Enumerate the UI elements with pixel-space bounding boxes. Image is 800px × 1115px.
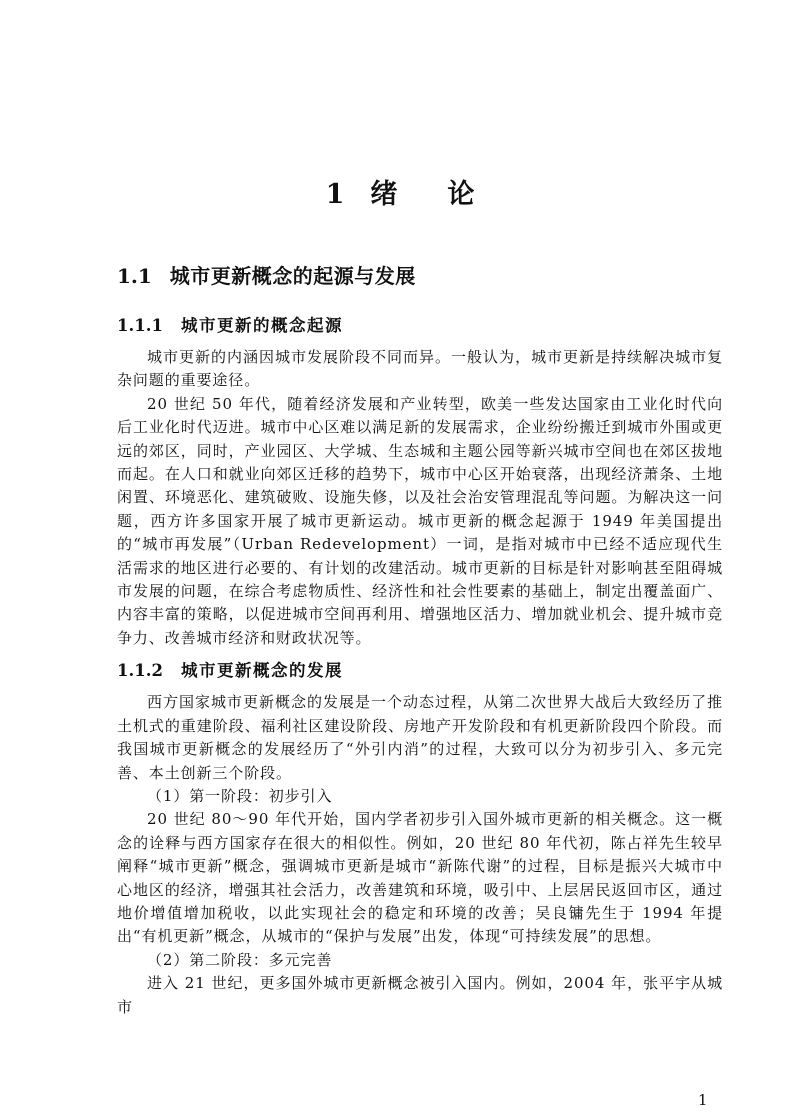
subsection-title: 城市更新概念的发展 xyxy=(180,661,343,681)
subsection-title: 城市更新的概念起源 xyxy=(180,316,343,335)
chapter-title xyxy=(0,176,800,214)
page-number: 1 xyxy=(698,1091,708,1109)
subsection-number: 1.1.2 xyxy=(117,661,163,681)
subsection-heading-1-1-2 xyxy=(117,659,723,683)
stage-heading: （2）第二阶段：多元完善 xyxy=(147,950,333,969)
paragraph: 20 世纪 80～90 年代开始，国内学者初步引入国外城市更新的相关概念。这一概念的诠释与西方国家存在很大的相似性。例如，20 世纪 80 年代初，陈占祥先生较早阐释“城市更新”概念，强调城市更新是城市“新陈代谢”的过程，目标是振兴大城市中心地区的经济，增强其社会活力，改善建筑和环境，吸引中、上层居民返回市区，通过地价增值增加税收，以此实现社会的稳定和环境的改善；吴良镛先生于 1994 年提出“有机更新”概念，从城市的“保护与发展”出发，体现“可持续发展”的思想。 xyxy=(117,810,723,946)
subsection-number: 1.1.1 xyxy=(117,316,163,335)
chapter-number: 1 xyxy=(325,179,345,210)
section-heading-1-1 xyxy=(117,262,723,290)
chapter-title-char: 绪 xyxy=(370,179,398,210)
paragraph: 城市更新的内涵因城市发展阶段不同而异。一般认为，城市更新是持续解决城市复杂问题的重要途径。 xyxy=(117,348,723,390)
subsection-heading-1-1-1 xyxy=(117,314,723,338)
paragraph: 西方国家城市更新概念的发展是一个动态过程，从第二次世界大战后大致经历了推土机式的重建阶段、福利社区建设阶段、房地产开发阶段和有机更新阶段四个阶段。而我国城市更新概念的发展经历了“外引内消”的过程，大致可以分为初步引入、多元完善、本土创新三个阶段。 xyxy=(117,693,723,782)
paragraph: 20 世纪 50 年代，随着经济发展和产业转型，欧美一些发达国家由工业化时代向后工业化时代迈进。城市中心区难以满足新的发展需求，企业纷纷搬迁到城市外围或更远的郊区，同时，产业园区、大学城、生态城和主题公园等新兴城市空间也在郊区拔地而起。在人口和就业向郊区迁移的趋势下，城市中心区开始衰落，出现经济萧条、土地闲置、环境恶化、建筑破败、设施失修，以及社会治安管理混乱等问题。为解决这一问题，西方许多国家开展了城市更新运动。城市更新的概念起源于 1949 年美国提出的“城市再发展”（Urban Redevelopment）一词，是指对城市中已经不适应现代生活需求的地区进行必要的、有计划的改建活动。城市更新的目标是针对影响甚至阻碍城市发展的问题，在综合考虑物质性、经济性和社会性要素的基础上，制定出覆盖面广、内容丰富的策略，以促进城市空间再利用、增强地区活力、增加就业机会、提升城市竞争力、改善城市经济和财政状况等。 xyxy=(117,394,723,647)
chapter-title-char: 论 xyxy=(447,179,475,210)
section-number: 1.1 xyxy=(117,264,152,288)
section-title: 城市更新概念的起源与发展 xyxy=(169,264,416,288)
paragraph: 进入 21 世纪，更多国外城市更新概念被引入国内。例如，2004 年，张平宇从城市 xyxy=(117,974,723,1016)
stage-heading: （1）第一阶段：初步引入 xyxy=(147,786,333,805)
page-body xyxy=(117,262,723,1019)
